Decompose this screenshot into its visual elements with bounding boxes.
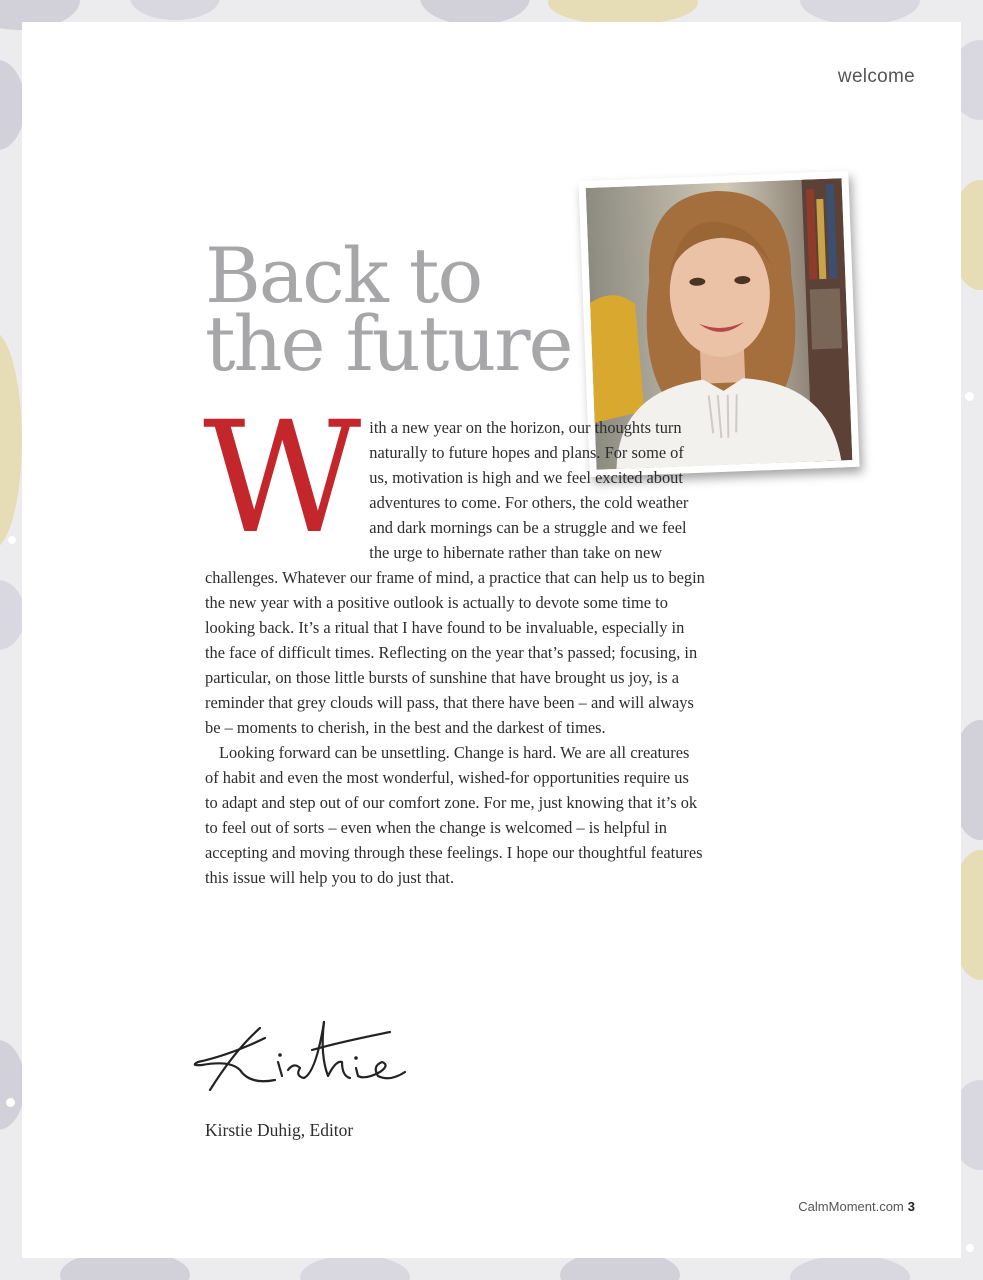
headline-line-2: the future [205, 299, 572, 388]
editor-signature [190, 1010, 420, 1110]
editorial-text [203, 389, 705, 890]
paragraph-1: ith a new year on the horizon, our thoughts turn naturally to future hopes and plans. For some of us, motivation is high and we feel excited about adventures to come. For others, the cold weather and dark mornings can be a struggle and we feel the urge to hibernate rather than take on new challenges. Whatever our frame of mind, a practice that can help us to begin the new year with a positive outlook is actually to devote some time to looking back. It’s a ritual that I have found to be invaluable, especially in the face of difficult times. Reflecting on the year that’s passed; focusing, in particular, on those little bursts of sunshine that have brought us joy, is a reminder that grey clouds will pass, that there have been – and will always be – moments to cherish, in the best and the darkest of times. [205, 418, 705, 737]
section-label: welcome [837, 66, 915, 87]
headline-line-1: Back to [205, 231, 482, 320]
editor-credit: Kirstie Duhig, Editor [205, 1120, 354, 1140]
page-number: 3 [907, 1199, 915, 1214]
paragraph-2: Looking forward can be unsettling. Change is hard. We are all creatures of habit and even the most wonderful, wished-for opportunities require us to adapt and step out of our comfort zone. For me, just knowing that it’s ok to feel out of sorts – even when the change is welcomed – is helpful in accepting and moving through these feelings. I hope our thoughtful features this issue will help you to do just that. [205, 743, 703, 887]
headline [205, 231, 572, 388]
drop-cap: W [203, 389, 362, 568]
page-footer [798, 1199, 915, 1214]
footer-site: CalmMoment.com [798, 1199, 904, 1214]
